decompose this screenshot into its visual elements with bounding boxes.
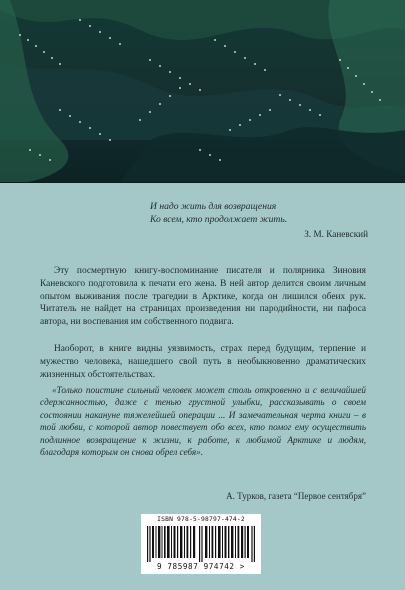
annotation-paragraph-2 (40, 343, 366, 381)
quote-source: А. Турков, газета “Первое сентября” (226, 491, 366, 501)
forest-night-illustration (0, 0, 405, 183)
annotation-text: Наоборот, в книге видны уязвимость, страх перед будущим, терпение и мужество человека, нашедшего свой путь в необыкновенно драматических жизненных обстоятельствах. (40, 344, 366, 380)
annotation-paragraph-1 (40, 265, 366, 329)
annotation-text: Эту посмертную книгу-воспоминание писателя и полярника Зиновия Каневского подготовила к печати его жена. В ней автор делится своим личным опытом выживания после трагедии в Арктике, когда он лишился обеих рук. Читатель не найдет на страницах произведения ни пародийности, ни пафоса автора, ни воспевания им собственного подвига. (40, 266, 366, 328)
epigraph-line: И надо жить для возвращения (150, 201, 277, 212)
ean-number: 9 785987 974742 > (157, 562, 245, 571)
isbn-label: ISBN 978-5-98797-474-2 (157, 516, 245, 523)
barcode-bars (147, 526, 255, 562)
review-quote (40, 384, 366, 458)
quote-text: «Только поистине сильный человек может столь откровенно и с величайшей сдержанностью, даже с тенью грустной улыбки, рассказывать о своем состоянии накануне тяжелейшей операции ... И замечательная черта книги – в той любви, с которой автор повествует обо всех, кто помог ему осуществить подлинное возвращение к жизни, к работе, к любимой Арктике и людям, благодаря которым он снова обрел себя». (40, 385, 366, 458)
cover-illustration (0, 0, 405, 183)
epigraph-author: З. М. Каневский (304, 229, 368, 239)
epigraph-line: Ко всем, кто продолжает жить. (150, 214, 288, 225)
barcode (141, 514, 261, 574)
epigraph (150, 200, 368, 241)
